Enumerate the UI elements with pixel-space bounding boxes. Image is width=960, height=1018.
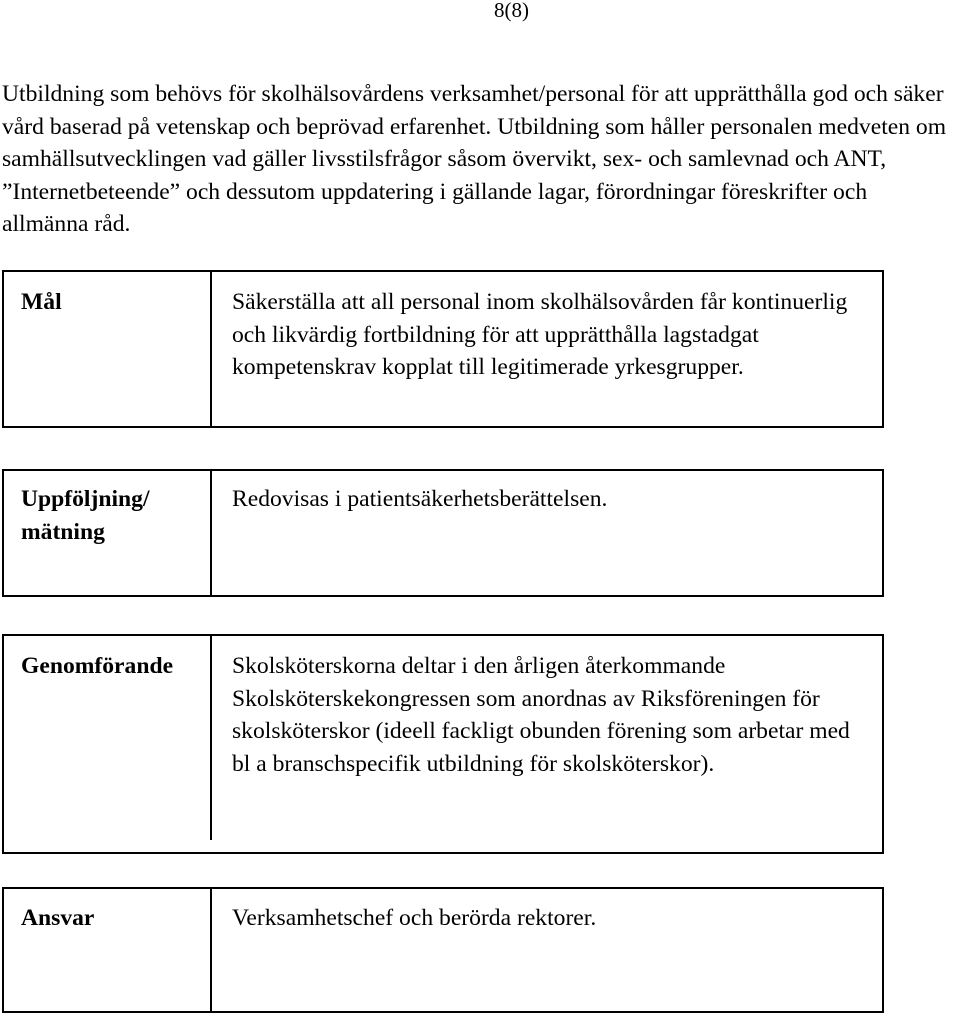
- section-label-genomforande: Genomförande: [21, 653, 174, 679]
- section-label-uppfoljning: Uppföljning/ mätning: [21, 486, 150, 545]
- section-text-ansvar: Verksamhetschef och berörda rektorer.: [232, 905, 597, 931]
- column-divider: [210, 887, 212, 1013]
- section-genomforande: [2, 634, 884, 854]
- section-ansvar: [2, 887, 884, 1013]
- section-text-uppfoljning: Redovisas i patientsäkerhetsberättelsen.: [232, 486, 608, 512]
- section-mal: [2, 270, 884, 428]
- section-text-mal: Säkerställa att all personal inom skolhälsovården får kontinuerlig och likvärdig fortbildning för att upprätthålla lagstadgat kompetenskrav kopplat till legitimerade yrkesgrupper.: [232, 289, 848, 381]
- section-text-genomforande: Skolsköterskorna deltar i den årligen återkommande Skolsköterskekongressen som anordnas av Riksföreningen för skolsköterskor (ideell fackligt obunden förening som arbetar med bl a branschspecifik utbildning för skolsköterskor).: [232, 653, 850, 777]
- section-uppfoljning: [2, 469, 884, 597]
- column-divider: [210, 469, 212, 597]
- column-divider: [210, 634, 212, 840]
- section-label-ansvar: Ansvar: [21, 905, 95, 931]
- page-number: 8(8): [494, 0, 529, 22]
- intro-paragraph: Utbildning som behövs för skolhälsovårdens verksamhet/personal för att upprätthålla god och säker vård baserad på vetenskap och beprövad erfarenhet. Utbildning som håller personalen medveten om samhällsutvecklingen vad gäller livsstilsfrågor såsom övervikt, sex- och samlevnad och ANT, ”Internetbeteende” och dessutom uppdatering i gällande lagar, förordningar föreskrifter och allmänna råd.: [2, 81, 947, 238]
- section-label-mal: Mål: [21, 289, 62, 315]
- column-divider: [210, 270, 212, 428]
